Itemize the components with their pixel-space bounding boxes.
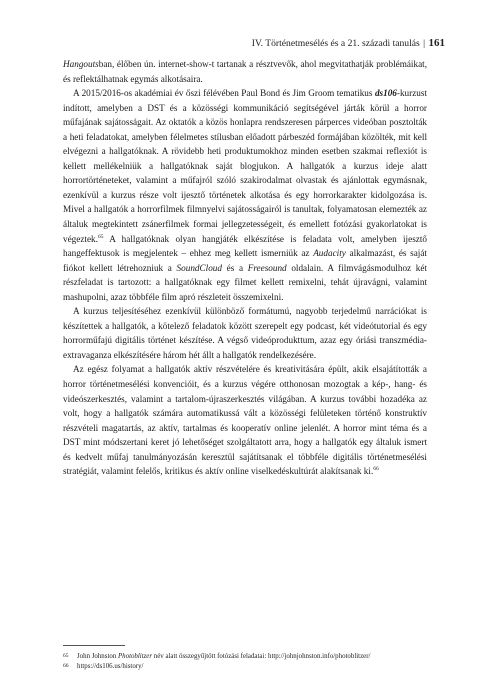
paragraph [63,57,427,86]
emphasis-text: ds106 [374,88,397,99]
text-run: név alatt összegyűjtött fotózási feladatai: http://johnjohnston.info/photoblitzer/ [152,653,371,660]
text-run: John Johnston [77,653,118,660]
running-header [252,37,445,49]
emphasis-text: Audacity [313,248,346,259]
text-run: Az egész folyamat a hallgatók aktív részvételére és kreativitására épült, akik elsajátították a horror történetmesélési konvencióit, és a kurzus végére otthonosan mozogtak a kép-, hang- és videószerkesztés, valamint a tartalom-újraszerkesztés világában. A kurzus további hozadéka az volt, hogy a hallgatók számára automatikussá vált a közösségi felületeken történő konstruktív részvételi magatartás, az aktív, tartalmas és kooperatív online jelenlét. A horror mint téma és a DST mint módszertani keret jó lehetőséget szolgáltatott arra, hogy a hallgatók egy általuk ismert és kedvelt műfaj tanulmányozásán keresztül sajátítsanak el többféle digitális történetmesélési stratégiát, valamint felelős, kritikus és aktív online viselkedéskultúrát alakítsanak ki. [63,364,427,477]
footnote-divider [63,645,125,646]
emphasis-text: Freesound [247,262,287,273]
running-title: IV. Történetmesélés és a 21. századi tanulás [251,38,420,49]
text-run: és a [221,262,248,273]
body-text [63,57,427,479]
paragraph [63,304,427,362]
text-run: ban, élőben ún. internet-show-t tartanak a résztvevők, ahol megvitathatják problémáikat, és reflektálhatnak egymás alkotásaira. [63,59,427,84]
footnote [63,652,433,662]
emphasis-text: Photoblitzer [117,653,153,660]
text-run: oldalain. A filmvágásmodulhoz két részfeladat is tartozott: a hallgatóknak egy filmet kellett remixelni, tehát újravágni, valamint mashupolni, azaz többféle film apró részleteit összemixelni. [63,262,428,302]
text-run: alkalmazást, és saját fiókot kellett létrehozniuk a [63,248,427,273]
footnote-reference: 66 [373,466,379,473]
page-number: 161 [428,37,445,49]
emphasis-text: SoundCloud [176,262,222,273]
footnote-text [77,662,143,672]
footnote-reference: 65 [97,233,104,240]
text-run: A hallgatóknak olyan hangjáték elkészítése is feladata volt, amelyben ijesztő hangeffektusok is megjelentek – ehhez meg kellett ismerniük az [63,233,427,259]
footnotes [63,652,433,672]
footnote-text [77,652,370,662]
text-run: https://ds106.us/history/ [77,663,144,670]
text-run: A 2015/2016-os akadémiai év őszi félévében Paul Bond és Jim Groom tematikus [73,88,375,99]
footnote-mark: 66 [63,663,69,669]
footnote-mark: 65 [63,653,69,659]
text-run: A kurzus teljesítéséhez ezenkívül különböző formátumú, nagyobb terjedelmű narrációkat is készítettek a hallgatók, a kötelező feladatok között szerepelt egy podcast, két videótutorial és egy horrorműfajú digitális történet készítése. A végső videóprodukttum, azaz egy óriási transzmédia-extravaganza elkészítésére három hét állt a hallgatók rendelkezésére. [63,306,427,360]
text-run: -kurzust indított, amelyben a DST és a közösségi kommunikáció segítségével járták körül a horror műfajának sajátosságait. Az oktatók a közös honlapra rendszeresen párperces videóban posztolták a heti feladatokat, amelyben félelmetes stílusban előadott párbeszéd formájában közölték, mit kell elvégezni a hallgatóknak. A rövidebb heti produktumokhoz minden esetben szakmai reflexiót is kellett mellékelniük a hallgatóknak saját blogjukon. A hallgatók a kurzus ideje alatt horrortörténeteket, valamint a műfajról szóló szakirodalmat olvastak és ajánlottak egymásnak, ezenkívül a kurzus része volt ijesztő történetek alkotása és egy horrorkarakter kidolgozása is. Mivel a hallgatók a horrorfilmek filmnyelvi sajátosságairól is tanultak, folyamatosan elemezték az általuk megtekintett zsánerfilmek formai jellegzetességeit, és emellett fotózási gyakorlatokat is végeztek. [63,88,427,244]
paragraph [63,86,427,304]
emphasis-text: Hangouts [63,59,99,69]
footnote [63,662,433,672]
header-separator: | [423,38,426,49]
paragraph [63,362,427,478]
